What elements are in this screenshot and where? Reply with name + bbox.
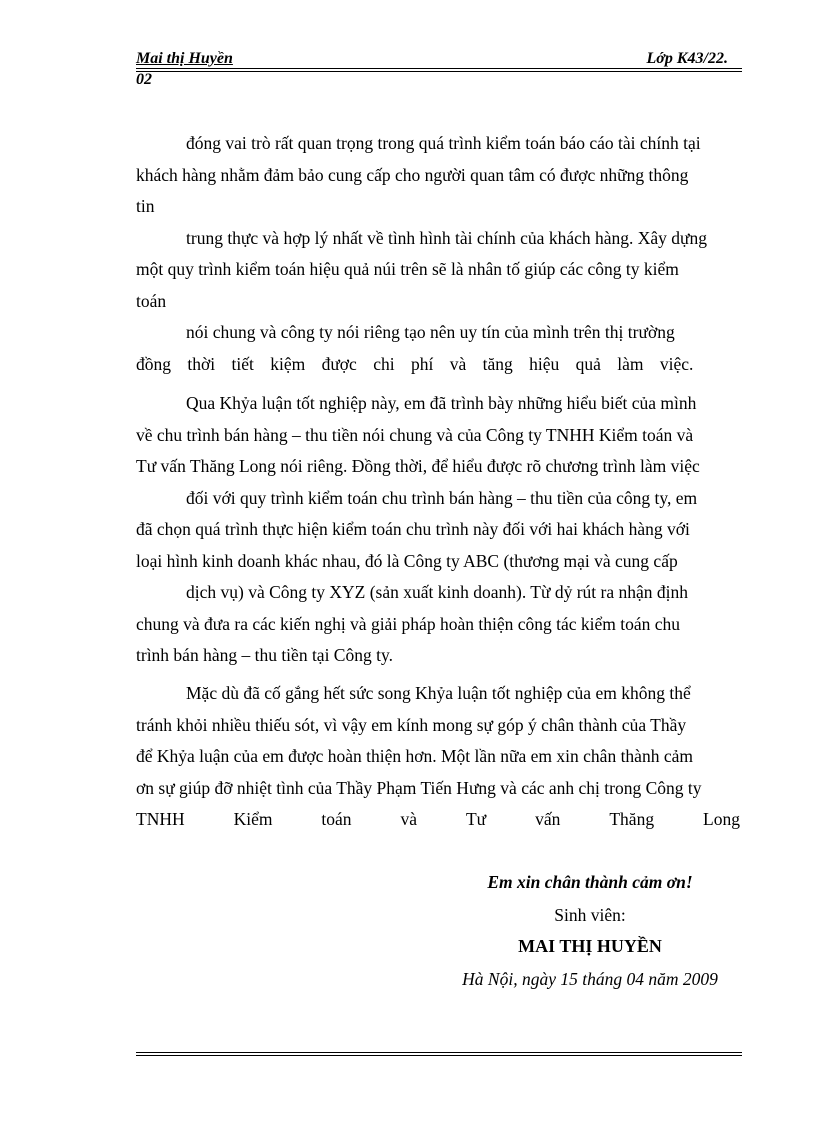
word: vấn [535, 809, 561, 829]
word: TNHH [136, 809, 185, 829]
text-line: trình bán hàng – thu tiền tại Công ty. [136, 645, 393, 665]
header-rule [136, 68, 742, 72]
word: Tư [465, 809, 487, 829]
closing-date: Hà Nội, ngày 15 tháng 04 năm 2009 [462, 969, 718, 989]
header-class-label: Lớp K43/22. [646, 50, 728, 67]
word: Kiểm [233, 809, 273, 829]
footer-rule [136, 1052, 742, 1056]
text-line: một quy trình kiểm toán hiệu quả núi trên sẽ là nhân tố giúp các công ty kiểm [136, 259, 679, 279]
word: Long [703, 809, 740, 829]
page-header [136, 50, 742, 90]
text-line: Qua Khỷa luận tốt nghiệp này, em đã trình bày những hiểu biết của mình [186, 393, 697, 413]
text-line: Mặc dù đã cố gắng hết sức song Khỷa luận tốt nghiệp của em không thể [186, 683, 691, 703]
text-line: để Khỷa luận của em được hoàn thiện hơn. Một lần nữa em xin chân thành cảm [136, 746, 693, 766]
text-line: loại hình kinh doanh khác nhau, đó là Công ty ABC (thương mại và cung cấp [136, 550, 678, 571]
text-line: về chu trình bán hàng – thu tiền nói chung và của Công ty TNHH Kiểm toán và [136, 424, 694, 445]
text-line: trung thực và hợp lý nhất về tình hình tài chính của khách hàng. Xây dựng [186, 227, 708, 248]
header-author: Mai thị Huyền [136, 50, 233, 67]
text-line: toán [136, 290, 167, 311]
paragraph-2 [136, 388, 740, 672]
text-line: ơn sự giúp đỡ nhiệt tình của Thầy Phạm Tiến Hưng và các anh chị trong Công ty [136, 777, 702, 798]
closing-role: Sinh viên: [554, 905, 626, 925]
text-line: dịch vụ) và Công ty XYZ (sản xuất kinh doanh). Từ dỷ rút ra nhận định [186, 582, 688, 602]
text-line: đồng thời tiết kiệm được chi phí và tăng hiệu quả làm việc. [136, 353, 694, 374]
word: và [400, 809, 418, 829]
text-line: tránh khỏi nhiều thiếu sót, vì vậy em kính mong sự góp ý chân thành của Thầy [136, 714, 687, 735]
word: toán [321, 809, 352, 829]
word: Thăng [609, 809, 655, 829]
paragraph-3 [136, 678, 740, 836]
paragraph-1 [136, 128, 740, 380]
text-line: đóng vai trò rất quan trọng trong quá trình kiểm toán báo cáo tài chính tại [186, 133, 701, 153]
text-line: nói chung và công ty nói riêng tạo nên uy tín của mình trên thị trường [186, 322, 675, 342]
text-line: tin [136, 196, 155, 216]
text-line: khách hàng nhằm đảm bảo cung cấp cho người quan tâm có được những thông [136, 164, 689, 185]
closing-thanks: Em xin chân thành cảm ơn! [487, 872, 693, 892]
spread-text-line [136, 804, 740, 836]
text-line: đã chọn quá trình thực hiện kiểm toán chu trình này đối với hai khách hàng với [136, 519, 690, 539]
signer-name: MAI THỊ HUYỀN [518, 936, 662, 956]
header-page-suffix: 02 [136, 71, 152, 88]
text-line: chung và đưa ra các kiến nghị và giải pháp hoàn thiện công tác kiểm toán chu [136, 613, 681, 634]
text-line: đối với quy trình kiểm toán chu trình bán hàng – thu tiền của công ty, em [186, 487, 698, 508]
text-line: Tư vấn Thăng Long nói riêng. Đồng thời, để hiểu được rõ chương trình làm việc [136, 456, 700, 476]
